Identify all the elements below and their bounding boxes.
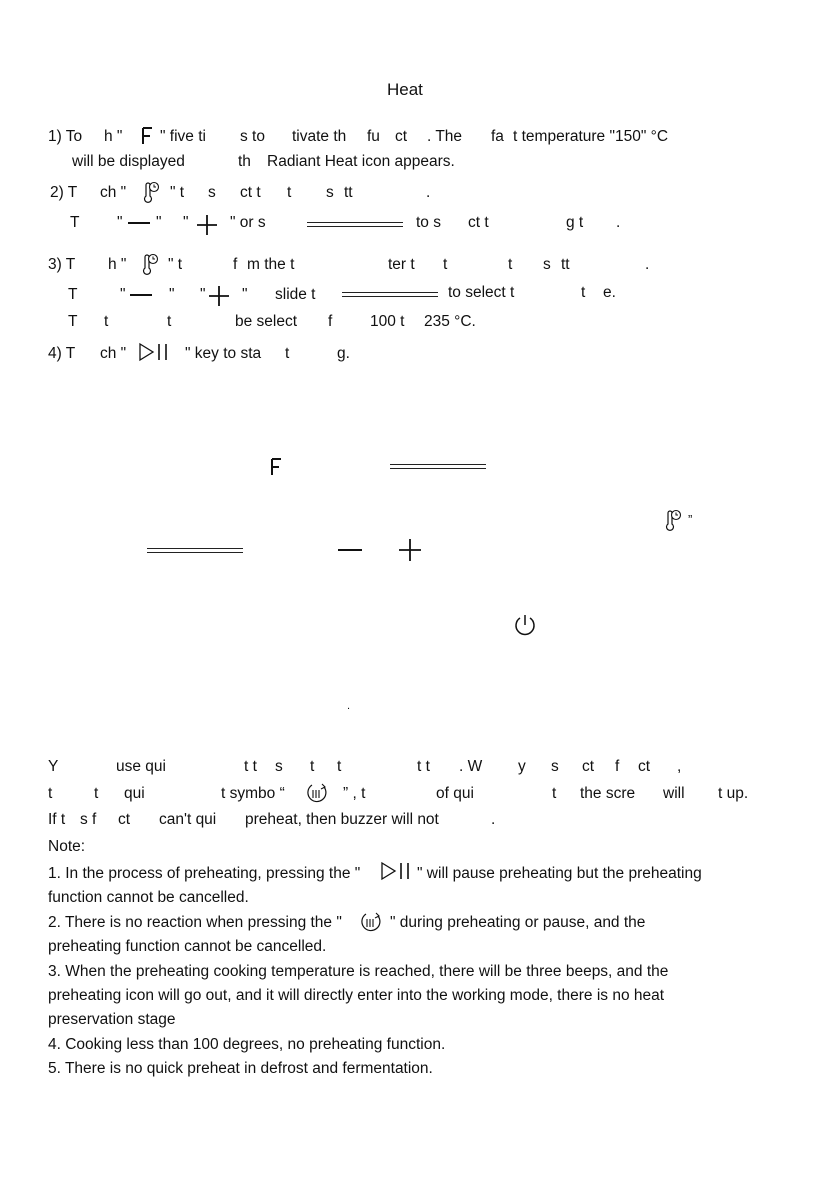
step2-text: to s [416, 214, 441, 231]
para-text: t [48, 785, 53, 802]
step2-text: s [326, 184, 334, 201]
step2-text: s [208, 184, 216, 201]
para-text: If t [48, 811, 66, 828]
step1-text: h " [104, 128, 123, 145]
para-text: t up. [718, 785, 749, 802]
note-5: 5. There is no quick preheat in defrost and fermentation. [48, 1060, 433, 1077]
step3-text: " [200, 286, 206, 303]
step3-text: s [543, 256, 551, 273]
note-3: preheating icon will go out, and it will directly enter into the working mode, there is no heat [48, 987, 665, 1004]
slider-icon [147, 548, 243, 553]
para-text: ” , t [343, 785, 366, 802]
note-2: preheating function cannot be cancelled. [48, 938, 327, 955]
step3-text: m the t [247, 256, 295, 273]
note-1: 1. In the process of preheating, pressing the " [48, 865, 361, 882]
step4-text: " key to sta [185, 345, 262, 362]
step3-text: f [328, 313, 333, 330]
minus-icon [130, 294, 152, 296]
step2-text: " [183, 214, 189, 231]
play-pause-icon [138, 342, 170, 362]
step1-text: will be displayed [72, 153, 185, 170]
step1-text: ct [395, 128, 408, 145]
step2-text: g t [566, 214, 584, 231]
note-2: 2. There is no reaction when pressing the " [48, 914, 342, 931]
para-text: f [615, 758, 620, 775]
minus-icon [128, 222, 150, 224]
step2-text: ct t [468, 214, 489, 231]
para-text: t symbo “ [221, 785, 285, 802]
para-text: can't qui [159, 811, 217, 828]
slider-icon [390, 464, 486, 469]
quote-mark: ” [688, 512, 693, 527]
step3-text: T [68, 313, 78, 330]
para-text: s [551, 758, 559, 775]
step3-text: t [443, 256, 448, 273]
step3-text: " [169, 286, 175, 303]
para-text: y [518, 758, 526, 775]
plus-icon [207, 284, 231, 308]
para-text: ct [118, 811, 131, 828]
step3-text: 235 °C. [424, 313, 476, 330]
step3-text: t [104, 313, 109, 330]
quick-preheat-icon [358, 910, 384, 934]
para-text: ct [582, 758, 595, 775]
step3-text: t [167, 313, 172, 330]
para-text: , [677, 758, 682, 775]
step4-text: 4) T [48, 345, 76, 362]
thermometer-timer-icon [141, 181, 161, 205]
step2-text: 2) T [50, 184, 78, 201]
step2-text: " t [170, 184, 185, 201]
step3-text: " [242, 286, 248, 303]
play-pause-icon [380, 861, 412, 881]
step3-text: be select [235, 313, 298, 330]
step3-text: t [581, 284, 586, 301]
minus-icon [338, 549, 362, 551]
step2-text: t [287, 184, 292, 201]
note-1: " will pause preheating but the preheating [417, 865, 702, 882]
step2-text: " [156, 214, 162, 231]
para-text: . W [459, 758, 483, 775]
step1-text: tivate th [292, 128, 347, 145]
quick-preheat-icon [304, 781, 330, 805]
stray-dot: . [347, 700, 351, 712]
step2-text: " or s [230, 214, 266, 231]
step3-text: " t [168, 256, 183, 273]
note-3: 3. When the preheating cooking temperature is reached, there will be three beeps, and the [48, 963, 669, 980]
step2-text: T [70, 214, 80, 231]
plus-icon [397, 537, 423, 563]
step4-text: ch " [100, 345, 127, 362]
para-text: t t [417, 758, 430, 775]
para-text: . [491, 811, 496, 828]
step3-text: 3) T [48, 256, 76, 273]
note-4: 4. Cooking less than 100 degrees, no preheating function. [48, 1036, 446, 1053]
fan-f-icon [269, 457, 283, 477]
para-text: s f [80, 811, 97, 828]
step1-text: fa [491, 128, 504, 145]
step2-text: " [117, 214, 123, 231]
para-text: t [552, 785, 557, 802]
slider-icon [307, 222, 403, 227]
fan-f-icon [140, 126, 154, 146]
step1-text: th [238, 153, 251, 170]
step2-text: ch " [100, 184, 127, 201]
thermometer-timer-icon [663, 509, 683, 533]
step3-text: t [508, 256, 513, 273]
para-text: t t [244, 758, 257, 775]
para-text: t [310, 758, 315, 775]
para-text: the scre [580, 785, 636, 802]
step1-text: " five ti [160, 128, 206, 145]
step3-text: T [68, 286, 78, 303]
para-text: Y [48, 758, 59, 775]
power-icon [512, 612, 538, 638]
thermometer-timer-icon [140, 253, 160, 277]
step4-text: g. [337, 345, 350, 362]
para-text: t [337, 758, 342, 775]
para-text: of qui [436, 785, 474, 802]
para-text: t [94, 785, 99, 802]
note-1: function cannot be cancelled. [48, 889, 249, 906]
step1-text: t temperature "150" °C [513, 128, 669, 145]
step2-text: ct t [240, 184, 261, 201]
step3-text: tt [561, 256, 570, 273]
notes-heading: Note: [48, 838, 86, 855]
note-2: " during preheating or pause, and the [390, 914, 646, 931]
para-text: will [663, 785, 685, 802]
note-3: preservation stage [48, 1011, 176, 1028]
para-text: s [275, 758, 283, 775]
step3-text: h " [108, 256, 127, 273]
step3-text: e. [603, 284, 616, 301]
para-text: ct [638, 758, 651, 775]
step1-text: 1) To [48, 128, 83, 145]
step2-text: . [426, 184, 431, 201]
para-text: preheat, then buzzer will not [245, 811, 439, 828]
step3-text: slide t [275, 286, 316, 303]
step3-text: " [120, 286, 126, 303]
step3-text: 100 t [370, 313, 405, 330]
plus-icon [195, 213, 219, 237]
step1-text: s to [240, 128, 265, 145]
step3-text: to select t [448, 284, 515, 301]
slider-icon [342, 292, 438, 297]
para-text: qui [124, 785, 145, 802]
step3-text: . [645, 256, 650, 273]
para-text: use qui [116, 758, 166, 775]
step2-text: . [616, 214, 621, 231]
step3-text: f [233, 256, 238, 273]
step1-text: . The [427, 128, 463, 145]
page-title: Heat [387, 80, 423, 99]
step1-text: fu [367, 128, 380, 145]
step2-text: tt [344, 184, 353, 201]
step4-text: t [285, 345, 290, 362]
step3-text: ter t [388, 256, 415, 273]
step1-text: Radiant Heat icon appears. [267, 153, 455, 170]
